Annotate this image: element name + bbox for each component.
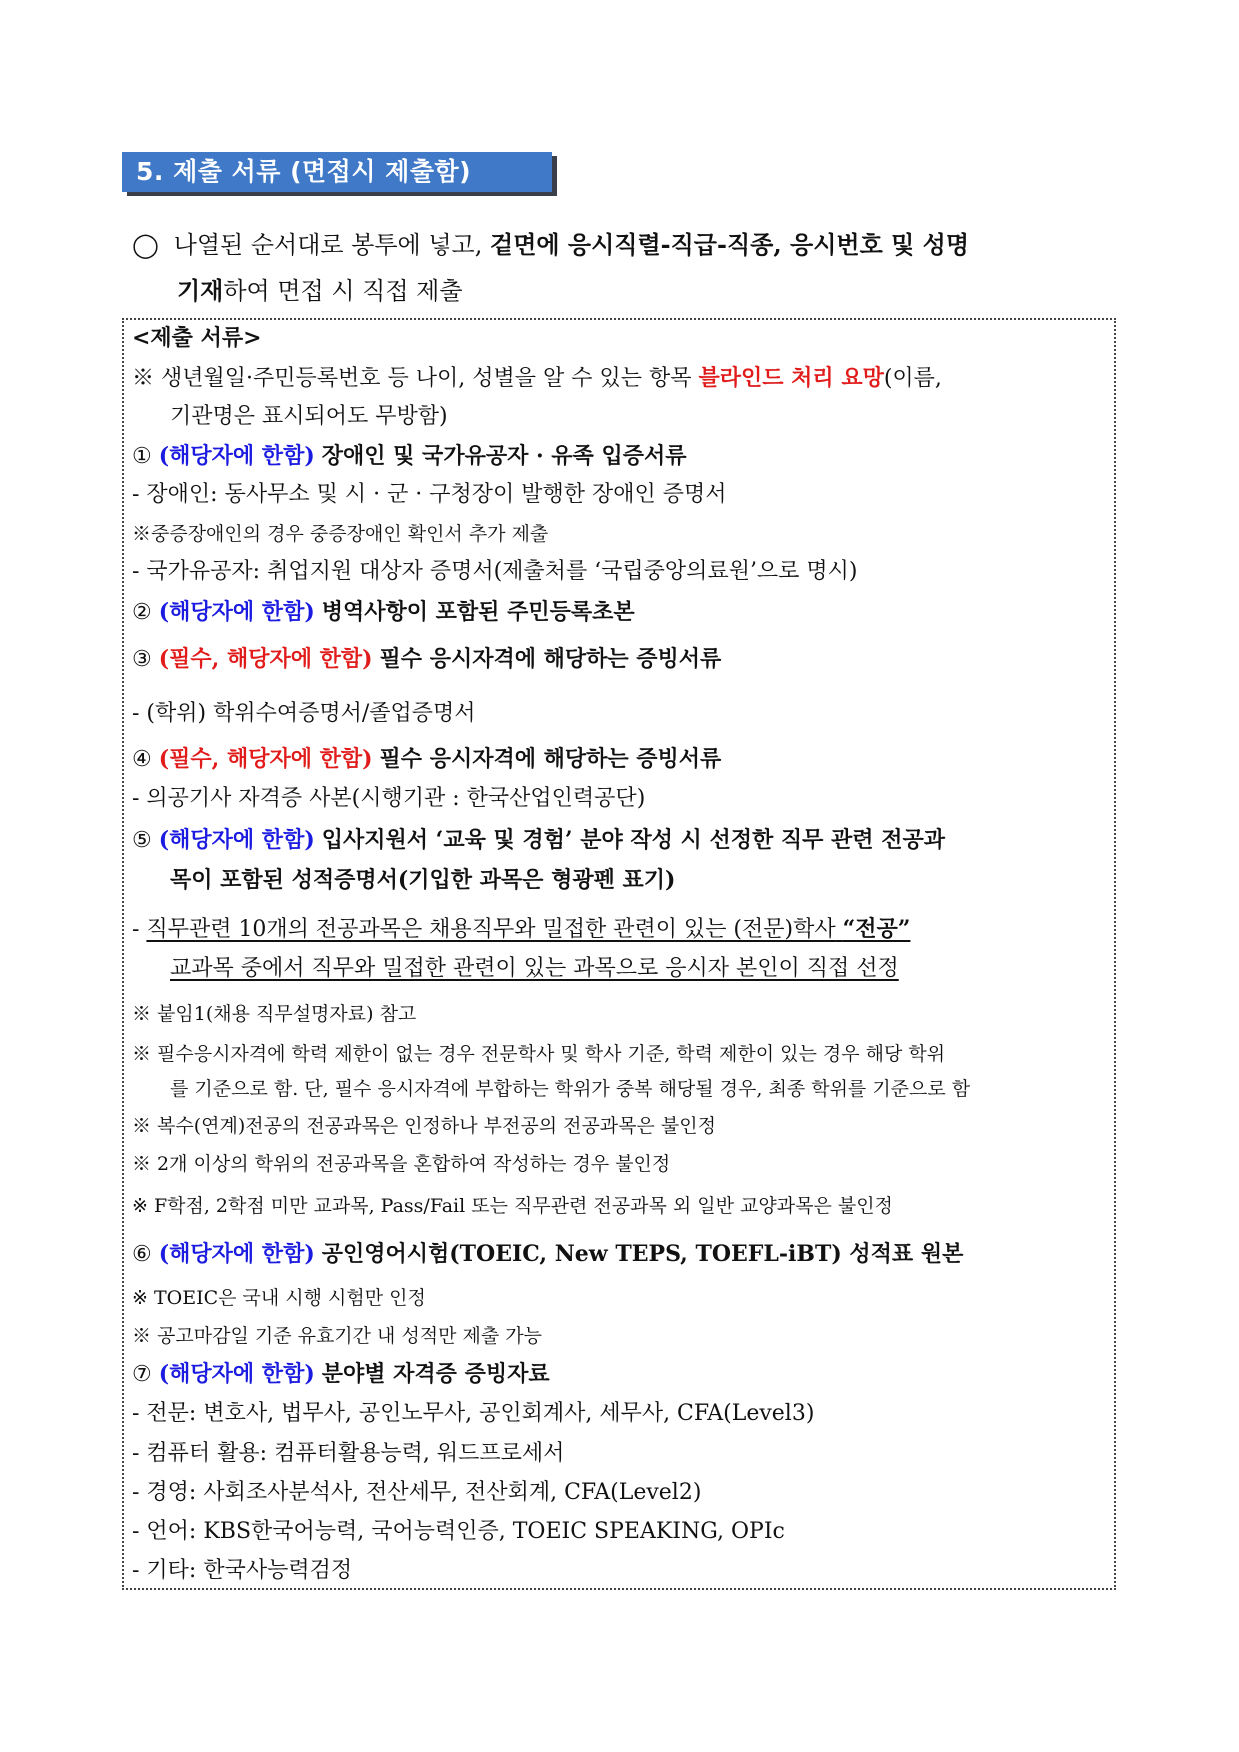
item-6-heading: ⑥ (해당자에 한함) 공인영어시험(TOEIC, New TEPS, TOEFL-iBT) 성적표 원본 <box>132 1241 964 1267</box>
item-4-sub-1: - 의공기사 자격증 사본(시행기관 : 한국산업인력공단) <box>132 786 646 811</box>
item-5-note-4: ※ 2개 이상의 학위의 전공과목을 혼합하여 작성하는 경우 불인정 <box>132 1153 671 1175</box>
item-1-sub-1: - 장애인: 동사무소 및 시 · 군 · 구청장이 발행한 장애인 증명서 <box>132 482 727 507</box>
item-3-sub-1: - (학위) 학위수여증명서/졸업증명서 <box>132 701 476 726</box>
item-5-note-1: ※ 붙임1(채용 직무설명자료) 참고 <box>132 1003 417 1025</box>
item-7-heading: ⑦ (해당자에 한함) 분야별 자격증 증빙자료 <box>132 1361 550 1387</box>
box-title: <제출 서류> <box>132 325 262 351</box>
circle-bullet: ◯ <box>132 231 159 259</box>
item-5-note-3: ※ 복수(연계)전공의 전공과목은 인정하나 부전공의 전공과목은 불인정 <box>132 1115 716 1137</box>
item-5-sub-1-line2: 교과목 중에서 직무와 밀접한 관련이 있는 과목으로 응시자 본인이 직접 선정 <box>170 956 899 981</box>
item-1-heading: ① (해당자에 한함) 장애인 및 국가유공자 · 유족 입증서류 <box>132 443 687 469</box>
intro-line-1: ◯ 나열된 순서대로 봉투에 넣고, 겉면에 응시직렬-직급-직종, 응시번호 및 성명 <box>132 222 1122 268</box>
item-1-sub-3: - 국가유공자: 취업지원 대상자 증명서(제출처를 ‘국립중앙의료원’으로 명시) <box>132 559 858 584</box>
item-5-note-2a: ※ 필수응시자격에 학력 제한이 없는 경우 전문학사 및 학사 기준, 학력 제한이 있는 경우 해당 학위 <box>132 1043 946 1065</box>
item-7-sub-4: - 언어: KBS한국어능력, 국어능력인증, TOEIC SPEAKING, OPIc <box>132 1519 785 1544</box>
item-1-sub-2: ※중증장애인의 경우 중증장애인 확인서 추가 제출 <box>132 523 549 545</box>
item-7-sub-3: - 경영: 사회조사분석사, 전산세무, 전산회계, CFA(Level2) <box>132 1480 702 1505</box>
item-7-sub-5: - 기타: 한국사능력검정 <box>132 1558 353 1583</box>
item-7-sub-2: - 컴퓨터 활용: 컴퓨터활용능력, 워드프로세서 <box>132 1441 565 1466</box>
item-7-sub-1: - 전문: 변호사, 법무사, 공인노무사, 공인회계사, 세무사, CFA(Level3) <box>132 1401 815 1426</box>
section-title: 5. 제출 서류 (면접시 제출함) <box>122 152 552 192</box>
item-5-sub-1: - 직무관련 10개의 전공과목은 채용직무와 밀접한 관련이 있는 (전문)학사 “전공” <box>132 916 911 942</box>
item-6-note-1: ※ TOEIC은 국내 시행 시험만 인정 <box>132 1287 426 1309</box>
item-5-note-2b: 를 기준으로 함. 단, 필수 응시자격에 부합하는 학위가 중복 해당될 경우, 최종 학위를 기준으로 함 <box>170 1078 971 1100</box>
item-5-note-5: ※ F학점, 2학점 미만 교과목, Pass/Fail 또는 직무관련 전공과목 외 일반 교양과목은 불인정 <box>132 1195 893 1217</box>
item-3-heading: ③ (필수, 해당자에 한함) 필수 응시자격에 해당하는 증빙서류 <box>132 646 722 672</box>
blind-note-line2: 기관명은 표시되어도 무방함) <box>170 404 448 429</box>
item-6-note-2: ※ 공고마감일 기준 유효기간 내 성적만 제출 가능 <box>132 1325 543 1347</box>
item-2-heading: ② (해당자에 한함) 병역사항이 포함된 주민등록초본 <box>132 599 635 625</box>
section-header <box>122 152 552 192</box>
item-5-heading-line2: 목이 포함된 성적증명서(기입한 과목은 형광펜 표기) <box>170 867 676 893</box>
intro-line-2: 기재하여 면접 시 직접 제출 <box>177 276 463 305</box>
intro-paragraph <box>132 222 1122 314</box>
item-5-heading: ⑤ (해당자에 한함) 입사지원서 ‘교육 및 경험’ 분야 작성 시 선정한 직무 관련 전공과 <box>132 827 945 853</box>
blind-note: ※ 생년월일·주민등록번호 등 나이, 성별을 알 수 있는 항목 블라인드 처리 요망(이름, <box>132 365 942 391</box>
item-4-heading: ④ (필수, 해당자에 한함) 필수 응시자격에 해당하는 증빙서류 <box>132 746 722 772</box>
